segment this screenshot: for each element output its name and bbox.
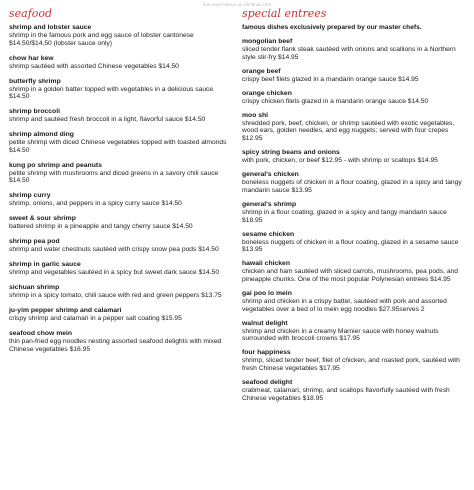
item-name: mongolian beef [242,38,293,45]
item-name: shrimp and lobster sauce [9,24,92,31]
item-name: shrimp almond ding [9,131,74,139]
item-description: crispy shrimp and calamari in a pepper salt coating $15.95 [9,315,182,323]
menu-item [242,112,466,143]
item-description: boneless nuggets of chicken in a flour coating, glazed in a sesame sauce $13.95 [242,238,459,254]
menu-item [242,260,466,283]
menu-item [9,78,231,101]
menu-item [242,231,466,254]
item-name: shrimp in garlic sauce [9,261,81,269]
section-intro: famous dishes exclusively prepared by our master chefs. [242,24,422,31]
special-entrees-section [242,8,466,409]
item-name: sesame chicken [242,230,295,238]
item-name: orange chicken [242,89,292,97]
item-description: crabmeat, calamari, shrimp, and scallops flavorfully sautéed with fresh Chinese vegetables $18.95 [242,387,450,402]
item-description: shrimp sautéed with assorted Chinese vegetables $14.50 [9,62,179,70]
section-heading-seafood: seafood [9,7,53,20]
item-name: butterfly shrimp [9,77,61,85]
menu-item [9,192,231,208]
menu-item [242,290,466,313]
item-description: crispy beef filets glazed in a mandarin orange sauce $14.95 [242,75,419,83]
menu-item [242,90,466,106]
item-name: hawaii chicken [242,260,290,268]
item-name: gai poo lo mein [242,290,292,297]
item-description: shrimp and chicken in a crispy batter, sautéed with pork and assorted vegetables over a bed of lo mein egg noodles $27.95serves 2 [242,298,447,313]
item-description: petite shrimp with diced Chinese vegetables topped with toasted almonds $14.50 [9,139,227,154]
item-name: kung po shrimp and peanuts [9,161,102,169]
item-description: crispy chicken filets glazed in a mandarin orange sauce $14.50 [242,97,429,105]
item-description: battered shrimp in a pineapple and tangy cherry sauce $14.50 [9,223,193,231]
item-name: ju-yim pepper shrimp and calamari [9,307,122,315]
item-description: shrimp in the famous pork and egg sauce of lobster cantonese $14.50/$14.50 (lobster sauce only) [9,32,194,47]
menu-item [9,55,231,71]
menu-item [242,68,466,84]
item-description: thin pan-fried egg noodles nesting assorted seafood delights with mixed Chinese vegetables $16.95 [9,338,222,353]
section-heading-special-entrees: special entrees [242,7,327,20]
item-description: sliced tender flank steak sautéed with onions and scallions in a Northern style stir-fry $14.95 [242,46,456,61]
item-description: shrimp in a spicy tomato, chili sauce with red and green peppers $13.75 [9,292,222,300]
item-description: shrimp, sliced tender beef, filet of chicken, and roasted pork, sautéed with fresh Chinese vegetables $17.95 [242,357,460,372]
menu-item [242,320,466,343]
menu-item [9,215,231,231]
item-description: shrimp and sautéed fresh broccoli in a light, flavorful sauce $14.50 [9,116,206,124]
item-description: shrimp in a golden batter topped with vegetables in a delicious sauce $14.50 [9,85,214,101]
item-description: shrimp and chicken in a creamy Marnier sauce with honey walnuts surrounded with broccoli crowns $17.95 [242,327,439,343]
item-description: chicken and ham sautéed with sliced carrots, mushrooms, pea pods, and pineapple chunks. One of the most popular Polynesian entrees $14.95 [242,268,458,283]
menu-item [9,24,231,47]
menu-item [242,38,466,61]
menu-item [242,171,466,194]
item-name: chow har kew [9,54,54,62]
item-description: shredded pork, beef, chicken, or shrimp sautéed with exotic vegetables, wood ears, golden needles, and egg nuggets; served with four crepes $12.95 [242,119,455,143]
item-name: four happiness [242,349,291,357]
item-description: boneless nuggets of chicken in a flour coating, glazed in a spicy and tangy mandarin sauce $13.95 [242,179,462,194]
item-name: shrimp curry [9,192,51,200]
menu-item [9,131,231,154]
item-name: sweet & sour shrimp [9,215,76,223]
menu-item [9,307,231,323]
item-name: seafood delight [242,379,293,387]
item-description: shrimp, onions, and peppers in a spicy curry sauce $14.50 [9,200,182,208]
menu-item [9,330,231,353]
menu-item [9,238,231,254]
seafood-section [9,8,231,361]
item-name: general's shrimp [242,200,297,208]
item-name: moo shi [242,111,269,119]
item-name: shrimp pea pod [9,238,60,246]
item-description: petite shrimp with mushrooms and diced greens in a savory chili sauce $14.50 [9,169,219,185]
item-description: shrimp and vegetables sautéed in a spicy but sweet dark sauce $14.50 [9,269,220,277]
menu-item [9,108,231,124]
menu-item [242,379,466,402]
item-name: seafood chow mein [9,330,73,338]
item-description: shrimp in a flour coating, glazed in a spicy and tangy mandarin sauce $18.95 [242,208,447,224]
item-name: walnut delight [242,319,288,327]
watermark: See more menus @ allmenus.com [202,2,272,7]
item-description: shrimp and water chestnuts sautéed with crispy snow pea pods $14.50 [9,246,219,254]
item-name: orange beef [242,67,281,75]
menu-item [242,149,466,165]
menu-item [9,162,231,185]
menu-item [9,284,231,300]
item-name: shrimp broccoli [9,108,60,116]
item-description: with pork, chicken, or beef $12.95 - with shrimp or scallops $14.95 [242,157,438,165]
menu-item [242,349,466,372]
item-name: spicy string beans and onions [242,149,340,157]
item-name: sichuan shrimp [9,284,60,292]
menu-item [242,201,466,224]
item-name: general's chicken [242,171,299,179]
menu-item [9,261,231,277]
